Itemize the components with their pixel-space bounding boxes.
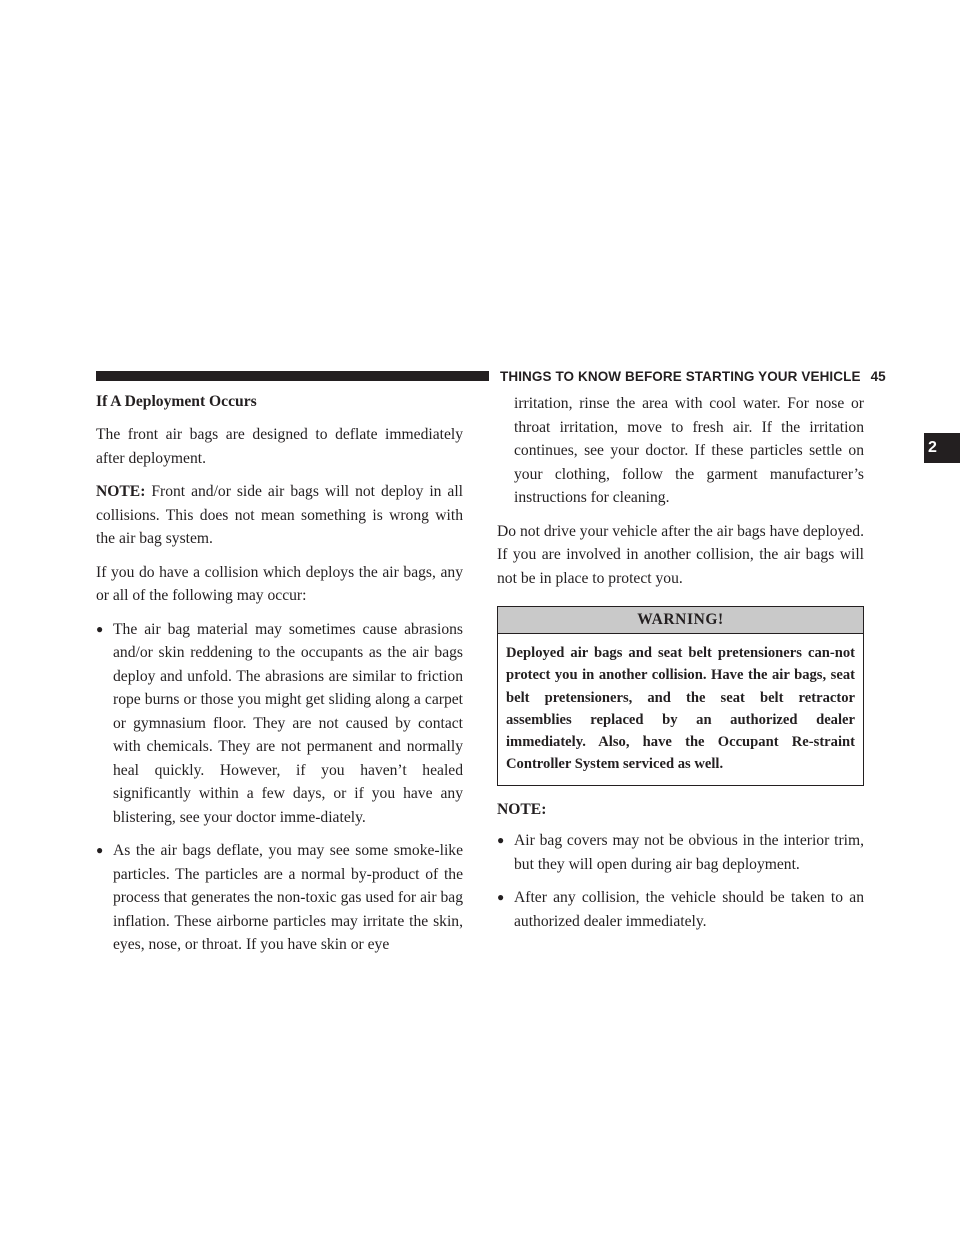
list-item bbox=[497, 829, 864, 876]
note-bullet-list bbox=[497, 829, 864, 933]
page-number: 45 bbox=[870, 369, 886, 384]
warning-text: Deployed air bags and seat belt pretensioners can-not protect you in another collision. Have the air bags, seat belt pretensioners, and the seat belt retractor assemblies replaced by an authorized dealer immediately. Also, have the Occupant Re-straint Controller System serviced as well. bbox=[506, 645, 855, 773]
list-item-text: The air bag material may sometimes cause abrasions and/or skin reddening to the occupants as the air bags deploy and unfold. The abrasions are similar to friction rope burns or those you might get sliding along a carpet or gymnasium floor. They are not caused by contact with chemicals. They are not permanent and normally heal quickly. However, if you haven’t healed significantly within a few days, or if you have any blistering, see your doctor imme-diately. bbox=[113, 620, 463, 826]
bullet-icon: ● bbox=[96, 621, 104, 636]
right-column bbox=[497, 392, 864, 943]
section-heading: If A Deployment Occurs bbox=[96, 393, 257, 410]
list-item-text: Air bag covers may not be obvious in the interior trim, but they will open during air bag deployment. bbox=[514, 832, 864, 873]
warning-title: WARNING! bbox=[498, 607, 863, 634]
warning-box bbox=[497, 606, 864, 786]
bullet-icon: ● bbox=[497, 890, 505, 905]
section-title: THINGS TO KNOW BEFORE STARTING YOUR VEHICLE bbox=[500, 369, 861, 384]
paragraph: If you do have a collision which deploys the air bags, any or all of the following may occur: bbox=[96, 563, 463, 604]
running-header bbox=[500, 369, 886, 385]
chapter-tab: 2 bbox=[924, 433, 960, 463]
list-item-text: After any collision, the vehicle should be taken to an authorized dealer immediately. bbox=[514, 889, 864, 930]
bullet-icon: ● bbox=[497, 833, 505, 848]
note-heading: NOTE: bbox=[497, 800, 547, 818]
paragraph: Do not drive your vehicle after the air bags have deployed. If you are involved in another collision, the air bags will not be in place to protect you. bbox=[497, 522, 864, 587]
list-item-text: As the air bags deflate, you may see some smoke-like particles. The particles are a normal by-product of the process that generates the non-toxic gas used for air bag inflation. These airborne particles may irritate the skin, eyes, nose, or throat. If you have skin or eye bbox=[113, 842, 463, 953]
bullet-list bbox=[96, 618, 463, 957]
bullet-continuation: irritation, rinse the area with cool water. For nose or throat irritation, move to fresh air. If the irritation continues, see your doctor. If these particles settle on your clothing, follow the garment manufacturer’s instructions for cleaning. bbox=[514, 395, 864, 506]
note-paragraph bbox=[96, 480, 463, 551]
header-rule bbox=[96, 371, 489, 381]
note-label: NOTE: bbox=[96, 483, 146, 500]
paragraph: The front air bags are designed to deflate immediately after deployment. bbox=[96, 426, 463, 467]
note-text: Front and/or side air bags will not deploy in all collisions. This does not mean something is wrong with the air bag system. bbox=[96, 483, 463, 547]
list-item bbox=[96, 839, 463, 957]
bullet-icon: ● bbox=[96, 843, 104, 857]
list-item bbox=[497, 886, 864, 933]
left-column bbox=[96, 392, 463, 967]
list-item bbox=[96, 618, 463, 830]
